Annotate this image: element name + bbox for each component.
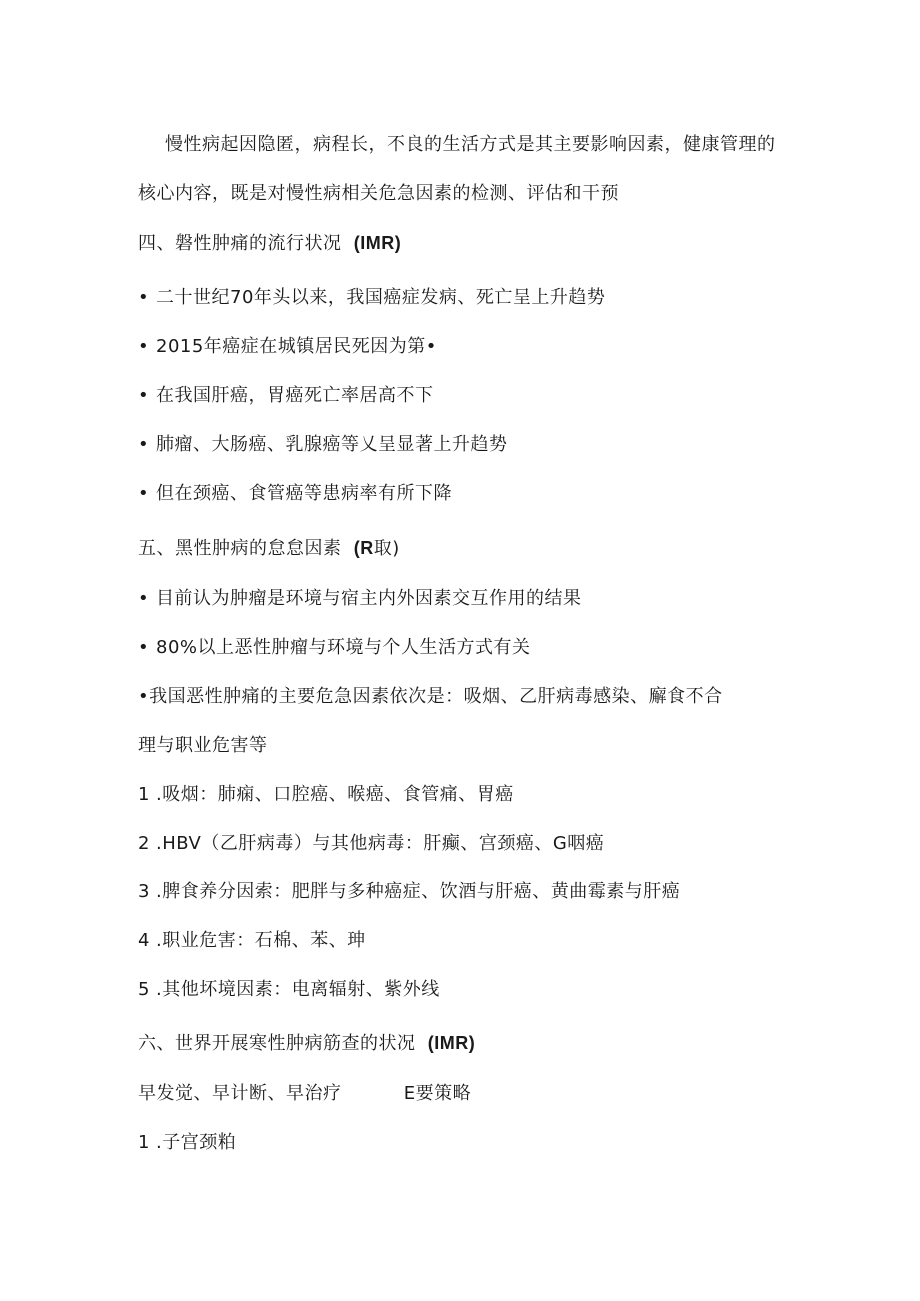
list-item — [138, 636, 531, 660]
list-item-text: 80%以上恶性肿瘤与环境与个人生活方式有关 — [156, 637, 531, 658]
item-number: 1 — [138, 784, 150, 805]
bullet: • — [138, 287, 150, 308]
heading-tag-tail: 取) — [373, 538, 400, 559]
item-number: 1 — [138, 1132, 150, 1153]
heading-tag: (IMR) — [353, 233, 402, 253]
heading-text: 六、世界开展寒性肿病筋查的状况 — [138, 1033, 416, 1054]
paragraph-line: 理与职业危害等 — [138, 735, 268, 756]
bullet: • — [138, 434, 150, 455]
bullet: • — [138, 336, 150, 357]
numbered-item — [138, 832, 604, 856]
item-text: .吸烟：肺痫、口腔癌、喉癌、食管痛、胃癌 — [156, 784, 514, 805]
list-item-text: 但在颈癌、食管癌等患病率有所下降 — [156, 483, 452, 504]
bullet: • — [138, 588, 150, 609]
heading-text: 五、黑性肿病的怠怠因素 — [138, 538, 342, 559]
list-item — [138, 433, 508, 457]
paragraph-line: 核心内容，既是对慢性病相关危急因素的检测、评估和干预 — [138, 183, 619, 204]
numbered-item — [138, 978, 440, 1002]
list-item-text: 在我国肝癌，胃癌死亡率居高不下 — [156, 385, 434, 406]
numbered-item — [138, 880, 680, 904]
list-item-text: 2015年癌症在城镇居民死因为第• — [156, 336, 437, 357]
heading-tag: (R — [353, 538, 374, 558]
numbered-item — [138, 783, 514, 807]
numbered-item — [138, 929, 366, 953]
item-number: 5 — [138, 979, 150, 1000]
strategy-line — [138, 1082, 471, 1106]
item-text: .脾食养分因索：肥胖与多种癌症、饮酒与肝癌、黄曲霉素与肝癌 — [156, 881, 681, 902]
strategy-left: 早发觉、早计断、早治疗 — [138, 1083, 342, 1104]
bullet: • — [138, 385, 150, 406]
item-text: .HBV（乙肝病毒）与其他病毒：肝癫、宫颈癌、G咽癌 — [156, 833, 605, 854]
heading-text: 四、磐性肿痛的流行状况 — [138, 233, 342, 254]
bullet: • — [138, 637, 150, 658]
heading-tag: (IMR) — [427, 1033, 476, 1053]
item-text: .职业危害：石棉、苯、珅 — [156, 930, 366, 951]
list-item — [138, 384, 434, 408]
section-heading — [138, 231, 401, 256]
list-item — [138, 286, 605, 310]
section-heading — [138, 1031, 475, 1056]
item-number: 2 — [138, 833, 150, 854]
list-item — [138, 587, 582, 611]
section-heading — [138, 536, 400, 561]
bullet: • — [138, 483, 150, 504]
list-item-text: 肺瘤、大肠癌、乳腺癌等乂呈显著上升趋势 — [156, 434, 508, 455]
list-item — [138, 482, 452, 506]
list-item — [138, 335, 437, 359]
item-number: 4 — [138, 930, 150, 951]
list-item-text: 目前认为肿瘤是环境与宿主内外因素交互作用的结果 — [156, 588, 582, 609]
item-text: .其他坏境因素：电离辐射、紫外线 — [156, 979, 440, 1000]
list-item-text: 二十世纪70年头以来，我国癌症发病、死亡呈上升趋势 — [156, 287, 606, 308]
item-text: .子宫颈粕 — [156, 1132, 237, 1153]
paragraph-line: 慢性病起因隐匿，病程长，不良的生活方式是其主要影响因素，健康管理的 — [165, 134, 776, 155]
numbered-item — [138, 1131, 236, 1155]
paragraph-line: •我国恶性肿痛的主要危急因素依次是：吸烟、乙肝病毒感染、廨食不合 — [138, 686, 723, 707]
strategy-right: E要策略 — [403, 1083, 472, 1104]
item-number: 3 — [138, 881, 150, 902]
